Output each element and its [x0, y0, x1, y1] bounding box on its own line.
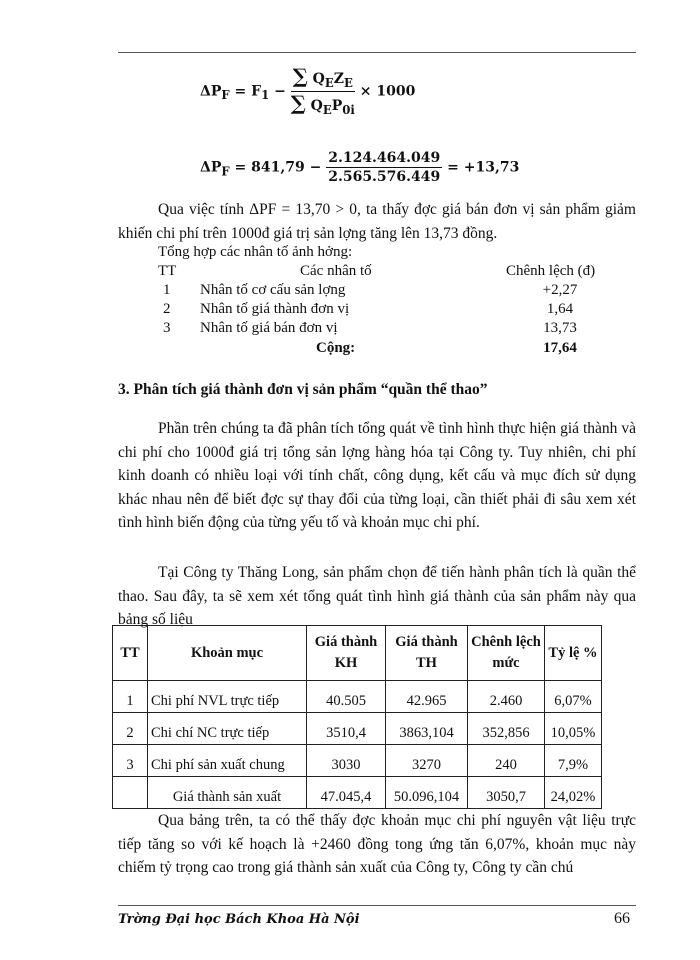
cell-actual: 3863,104: [386, 713, 468, 745]
cell-item: Chi phí sản xuất chung: [148, 745, 307, 777]
formula-multiplier: × 1000: [359, 83, 416, 100]
cell-tt: 2: [113, 713, 148, 745]
factor-summary-header-diff: Chênh lệch (đ): [506, 263, 596, 279]
cell-diff: 240: [468, 745, 545, 777]
factor-summary-header-tt: TT: [158, 263, 177, 279]
factor-row-name: Nhân tố giá bán đơn vị: [200, 320, 338, 336]
table-row: [113, 745, 602, 777]
cell-diff: 2.460: [468, 681, 545, 713]
cell-actual: 3270: [386, 745, 468, 777]
header-rule: [118, 52, 636, 53]
formula-delta-pf-values: $\Delta P_F = 841,79$ − $\frac{2.124.464.049}{2.565.576.449}$ = +13,73: [200, 150, 520, 185]
sum-symbol: ∑: [292, 64, 308, 88]
cell-ratio: 6,07%: [545, 681, 602, 713]
factor-row-tt: 1: [163, 282, 171, 298]
paragraph-thang-long: Tại Công ty Thăng Long, sản phẩm chọn để tiến hành phân tích là quần thể thao. Sau đây, ta sẽ xem xét tổng quát tình hình giá thành của sản phẩm này qua bảng số liệu: [118, 564, 636, 628]
factor-row-tt: 2: [163, 301, 171, 317]
footer-rule: [118, 905, 636, 906]
header-item: Khoản mục: [148, 626, 307, 681]
cell-item: Chi phí NVL trực tiếp: [148, 681, 307, 713]
factor-row-tt: 3: [163, 320, 171, 336]
cell-plan: 3510,4: [307, 713, 386, 745]
paragraph-overview: Phần trên chúng ta đã phân tích tổng quát về tình hình thực hiện giá thành và chi phí cho 1000đ giá trị tổng sản lợng hàng hóa tại Công ty. Tuy nhiên, chi phí kinh doanh có nhiều loại với tính chất, công dụng, kết cấu và mục đích sử dụng khác nhau nên để biết đợc sự thay đổi của từng loại, cần thiết phải đi sâu xem xét tình hình biến động của từng yếu tố và khoản mục chi phí.: [118, 420, 636, 531]
sum-symbol: ∑: [290, 90, 306, 115]
paragraph-price-effect: Qua việc tính ΔPF = 13,70 > 0, ta thấy đợc giá bán đơn vị sản phẩm giảm khiến chi phí trên 1000đ giá trị sản lợng tăng lên 13,73 đồng.: [118, 201, 636, 242]
header-diff: Chênh lệch mức: [468, 626, 545, 681]
cell-plan: 47.045,4: [307, 777, 386, 809]
formula-delta-pf: $\Delta P_F = F_1$ − $\frac{\sum Q_EZ_E}{\sum Q_EP_{0i}}$ × 1000: [200, 64, 416, 117]
cell-diff: 352,856: [468, 713, 545, 745]
factor-summary-intro: Tổng hợp các nhân tố ảnh hởng:: [158, 244, 353, 260]
cell-plan: 40.505: [307, 681, 386, 713]
formula-fraction: $\frac{\sum Q_EZ_E}{\sum Q_EP_{0i}}$: [290, 64, 355, 117]
formula-f1: = F: [234, 83, 262, 100]
table-row-total: [113, 777, 602, 809]
paragraph-analysis: Qua bảng trên, ta có thể thấy đợc khoản mục chi phí nguyên vật liệu trực tiếp tăng so với kế hoạch là +2460 đồng tong ứng tăn 6,07%, khoản mục này chiếm tỷ trọng cao trong giá thành sản xuất của Công ty, Công ty cần chú: [118, 812, 636, 876]
table-header-row: [113, 626, 602, 681]
header-tt: TT: [113, 626, 148, 681]
page-number: 66: [614, 910, 630, 927]
cell-item: Chi chí NC trực tiếp: [148, 713, 307, 745]
header-plan: Giá thành KH: [307, 626, 386, 681]
formula-result: = +13,73: [447, 159, 520, 176]
footer-university: Trờng Đại học Bách Khoa Hà Nội: [118, 912, 360, 927]
cell-diff: 3050,7: [468, 777, 545, 809]
cell-ratio: 24,02%: [545, 777, 602, 809]
cell-tt: 3: [113, 745, 148, 777]
factor-row-diff: +2,27: [542, 282, 578, 298]
factor-total-label: Cộng:: [316, 340, 356, 356]
factor-row-name: Nhân tố giá thành đơn vị: [200, 301, 350, 317]
factor-row-diff: 13,73: [543, 320, 577, 336]
factor-summary-header-factor: Các nhân tố: [300, 263, 372, 279]
header-ratio: Tỷ lệ %: [545, 626, 602, 681]
cell-actual: 50.096,104: [386, 777, 468, 809]
cell-tt: 1: [113, 681, 148, 713]
cost-table: [112, 625, 602, 809]
table-row: [113, 681, 602, 713]
table-row: [113, 713, 602, 745]
cell-actual: 42.965: [386, 681, 468, 713]
factor-total-value: 17,64: [543, 340, 577, 356]
cell-tt: [113, 777, 148, 809]
cell-item: Giá thành sản xuất: [148, 777, 307, 809]
factor-row-diff: 1,64: [546, 301, 574, 317]
section-heading: 3. Phân tích giá thành đơn vị sản phẩm “quần thể thao”: [118, 381, 488, 398]
formula-value-fraction: $\frac{2.124.464.049}{2.565.576.449}$: [328, 150, 441, 185]
cell-ratio: 10,05%: [545, 713, 602, 745]
header-actual: Giá thành TH: [386, 626, 468, 681]
formula-lhs: ΔP: [200, 83, 222, 100]
cell-plan: 3030: [307, 745, 386, 777]
factor-row-name: Nhân tố cơ cấu sản lợng: [200, 282, 346, 298]
cell-ratio: 7,9%: [545, 745, 602, 777]
